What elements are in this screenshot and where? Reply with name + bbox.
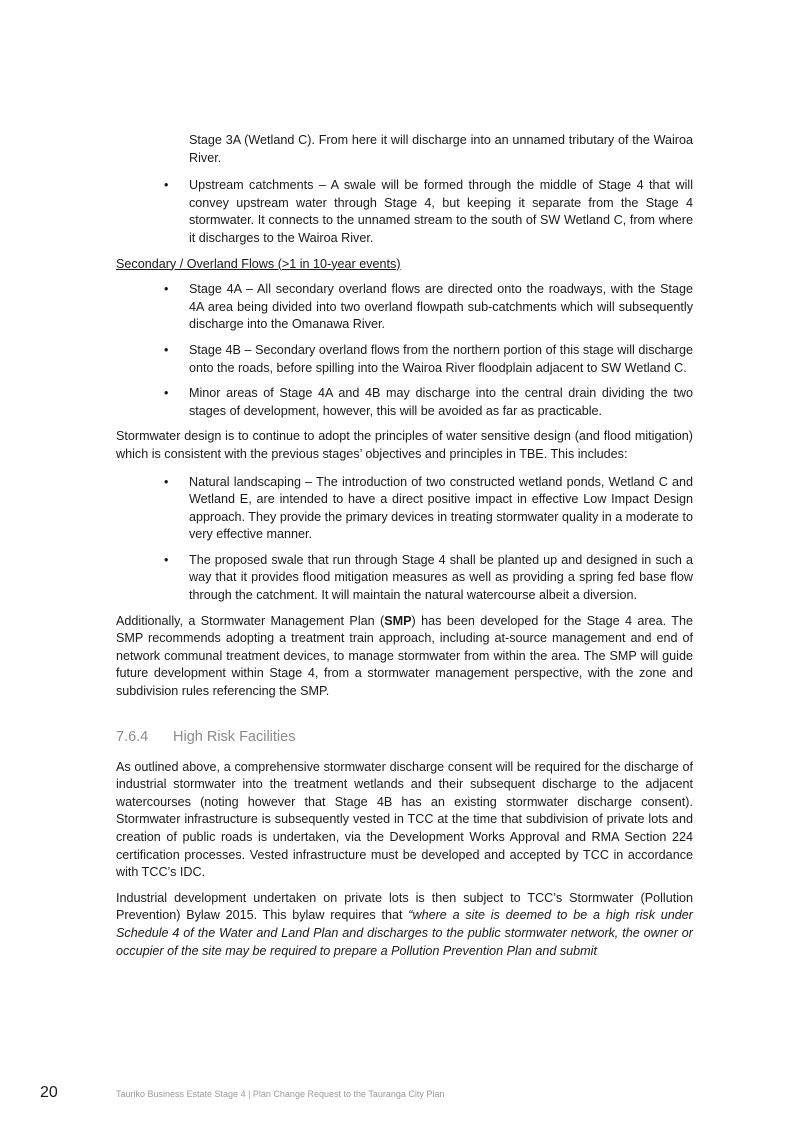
bullet-text: Natural landscaping – The introduction of two constructed wetland ponds, Wetland C and Wetland E, are intended to have a direct positive impact in effective Low Impact Design approach. They provide the primary devices in treating stormwater quality in a moderate to very effective manner. <box>189 474 693 542</box>
bylaw-paragraph: Industrial development undertaken on private lots is then subject to TCC’s Stormwater (Pollution Prevention) Bylaw 2015. This bylaw requires that “where a site is deemed to be a high risk under Schedule 4 of the Water and Land Plan and discharges to the public stormwater network, the owner or occupier of the site may be required to prepare a Pollution Prevention Plan and submit <box>116 890 693 958</box>
bullet-icon: • <box>164 342 169 357</box>
footer-text: Tauriko Business Estate Stage 4 | Plan Change Request to the Tauranga City Plan <box>116 1089 445 1099</box>
bullet-text: The proposed swale that run through Stage 4 shall be planted up and designed in such a way that it provides flood mitigation measures as well as providing a spring fed base flow through the catchment. It will maintain the natural watercourse albeit a diversion. <box>189 552 693 603</box>
bullet-icon: • <box>164 282 169 297</box>
section-title: High Risk Facilities <box>173 728 296 745</box>
page-content <box>116 132 693 960</box>
subheading-secondary-flows: Secondary / Overland Flows (>1 in 10-year events) <box>116 256 401 271</box>
continuation-text: Stage 3A (Wetland C). From here it will discharge into an unnamed tributary of the Wairoa River. <box>189 133 693 165</box>
bullet-text: Minor areas of Stage 4A and 4B may discharge into the central drain dividing the two stages of development, however, this will be avoided as far as practicable. <box>189 386 693 418</box>
bylaw-quote: “where a site is deemed to be a high risk under Schedule 4 of the Water and Land Plan and discharges to the public stormwater network, the owner or occupier of the site may be required to prepare a Pollution Prevention Plan and submit <box>116 908 693 958</box>
list-item <box>116 281 693 334</box>
list-item <box>116 474 693 544</box>
bullet-icon: • <box>164 178 169 193</box>
bullet-text: Stage 4A – All secondary overland flows are directed onto the roadways, with the Stage 4A area being divided into two overland flowpath sub-catchments which will subsequently discharge into the Omanawa River. <box>189 282 693 332</box>
list-item <box>116 385 693 420</box>
list-item <box>116 342 693 377</box>
smp-abbreviation: SMP <box>384 613 412 628</box>
list-item <box>116 177 693 247</box>
page-footer <box>40 1084 740 1102</box>
bullet-icon: • <box>164 474 169 489</box>
high-risk-paragraph: As outlined above, a comprehensive stormwater discharge consent will be required for the discharge of industrial stormwater into the treatment wetlands and their subsequent discharge to the adjacent watercourses (noting however that Stage 4B has an existing stormwater discharge consent). Stormwater infrastructure is subsequently vested in TCC at the time that subdivision of private lots and creation of public roads is undertaken, via the Development Works Approval and RMA Section 224 certification processes. Vested infrastructure must be developed and accepted by TCC in accordance with TCC’s IDC. <box>116 759 693 880</box>
section-heading <box>116 727 693 747</box>
design-paragraph: Stormwater design is to continue to adopt the principles of water sensitive design (and flood mitigation) which is consistent with the previous stages’ objectives and principles in TBE. This includes: <box>116 429 693 461</box>
list-item <box>116 552 693 605</box>
smp-paragraph: Additionally, a Stormwater Management Plan (SMP) has been developed for the Stage 4 area. The SMP recommends adopting a treatment train approach, including at-source management and end of network communal treatment devices, to manage stormwater from within the area. The SMP will guide future development within Stage 4, from a stormwater management perspective, with the zone and subdivision rules referencing the SMP. <box>116 613 693 699</box>
section-number: 7.6.4 <box>116 728 149 745</box>
page-number: 20 <box>40 1084 58 1101</box>
bullet-text: Upstream catchments – A swale will be formed through the middle of Stage 4 that will convey upstream water through Stage 4, but keeping it separate from the Stage 4 stormwater. It connects to the unnamed stream to the south of SW Wetland C, from where it discharges to the Wairoa River. <box>189 178 693 245</box>
bullet-text: Stage 4B – Secondary overland flows from the northern portion of this stage will discharge onto the roads, before spilling into the Wairoa River floodplain adjacent to SW Wetland C. <box>189 342 693 375</box>
bullet-icon: • <box>164 552 169 567</box>
bullet-icon: • <box>164 386 169 401</box>
